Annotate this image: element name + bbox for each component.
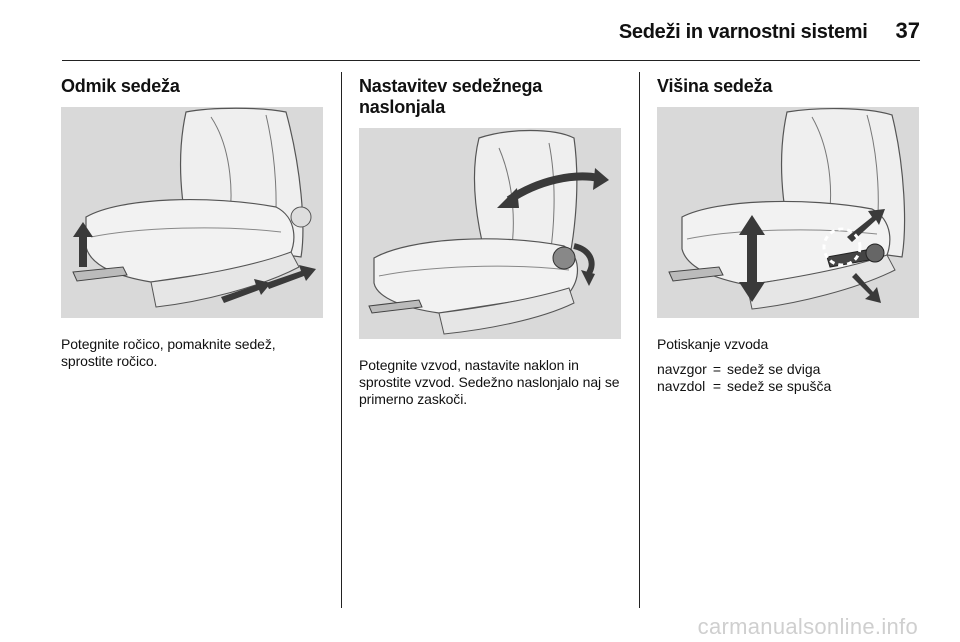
- column-divider: [639, 72, 640, 608]
- definition-separator: =: [712, 378, 721, 394]
- definition-term: navzdol: [657, 378, 706, 394]
- header-rule: [62, 60, 920, 61]
- seat-fore-aft-illustration: [61, 107, 323, 318]
- definition-description: sedež se dviga: [727, 361, 821, 377]
- lever-definitions-table: [657, 361, 837, 395]
- instruction-text: Potiskanje vzvoda: [657, 336, 769, 352]
- column-seat-height: [657, 76, 919, 395]
- backrest-recline-illustration: [359, 128, 621, 339]
- section-heading: Nastavitev sedežnega naslonjala: [359, 76, 543, 117]
- definition-row: [657, 361, 837, 378]
- section-title: Sedeži in varnostni sistemi: [618, 21, 868, 43]
- definition-term: navzgor: [657, 361, 707, 377]
- page-number: 37: [895, 18, 920, 43]
- definition-row: [657, 378, 837, 395]
- section-heading: Odmik sedeža: [61, 76, 180, 96]
- page-header: [619, 18, 920, 44]
- column-backrest-adjustment: [359, 76, 621, 408]
- instruction-text: Potegnite ročico, pomaknite sedež, sprostite ročico.: [61, 336, 276, 369]
- seat-illustration-svg: [657, 107, 919, 318]
- seat-height-illustration: [657, 107, 919, 318]
- seat-illustration-svg: [359, 128, 621, 339]
- column-seat-position: [61, 76, 323, 370]
- seat-illustration-svg: [61, 107, 323, 318]
- instruction-text: Potegnite vzvod, nastavite naklon in sprostite vzvod. Sedežno naslonjalo naj se primerno zaskoči.: [359, 357, 620, 407]
- definition-separator: =: [712, 361, 721, 377]
- column-divider: [341, 72, 342, 608]
- definition-description: sedež se spušča: [727, 378, 832, 394]
- section-heading: Višina sedeža: [657, 76, 773, 96]
- watermark: carmanualsonline.info: [697, 614, 918, 639]
